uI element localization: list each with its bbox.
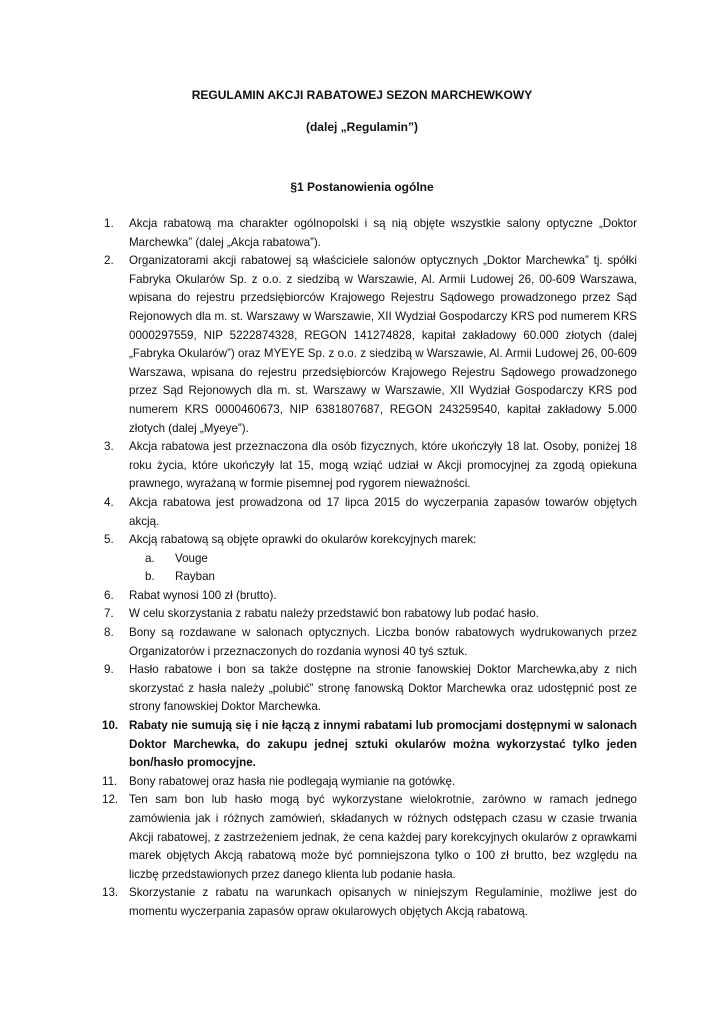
sublist-text: Rayban xyxy=(175,570,215,584)
item-text: Organizatorami akcji rabatowej są właściciele salonów optycznych „Doktor Marchewka” tj. spółki Fabryka Okularów Sp. z o.o. z siedzibą w Warszawie, Al. Armii Ludowej 26, 00-609 Warszawa, wpisana do rejestru przedsiębiorców Krajowego Rejestru Sądowego prowadzonego przez Sąd Rejonowych dla m. st. Warszawy w Warszawie, XII Wydział Gospodarczy KRS pod numerem KRS 0000297559, NIP 5222874328, REGON 141274828, kapitał zakładowy 60.000 złotych (dalej „Fabryka Okularów”) oraz MYEYE Sp. z o.o. z siedzibą w Warszawie, Al. Armii Ludowej 26, 00-609 Warszawa, wpisana do rejestru przedsiębiorców Krajowego Rejestru Sądowego prowadzonego przez Sąd Rejonowych dla m. st. Warszawy w Warszawie, XII Wydział Gospodarczy KRS pod numerem KRS 0000460673, NIP 6381807687, REGON 243259540, kapitał zakładowy 5.000 złotych (dalej „Myeye”). xyxy=(129,254,637,435)
item-text: Bony są rozdawane w salonach optycznych. Liczba bonów rabatowych wydrukowanych przez Organizatorów i przeznaczonych do rozdania wynosi 40 tyś sztuk. xyxy=(129,626,637,658)
item-text: Akcja rabatowa jest przeznaczona dla osób fizycznych, które ukończyły 18 lat. Osoby, poniżej 18 roku życia, które ukończyły lat 15, mogą wziąć udział w Akcji promocyjnej za zgodą opiekuna prawnego, wyrażaną w formie pisemnej pod rygorem nieważności. xyxy=(129,440,637,491)
item-text: W celu skorzystania z rabatu należy przedstawić bon rabatowy lub podać hasło. xyxy=(129,607,539,621)
item-number: 9. xyxy=(104,663,114,677)
list-item xyxy=(104,531,637,587)
item-number: 1. xyxy=(104,217,114,230)
item-number: 10. xyxy=(102,719,119,733)
list-item xyxy=(104,494,637,531)
list-item xyxy=(104,605,637,624)
sublist-letter: b. xyxy=(145,570,155,584)
sublist-item xyxy=(145,550,637,569)
item-text: Akcją rabatową są objęte oprawki do okularów korekcyjnych marek: xyxy=(129,533,477,547)
item-text: Skorzystanie z rabatu na warunkach opisanych w niniejszym Regulaminie, możliwe jest do momentu wyczerpania zapasów opraw okularowych objętych Akcją rabatową. xyxy=(129,886,637,918)
item-number: 8. xyxy=(104,626,114,640)
list-item xyxy=(104,661,637,717)
item-number: 4. xyxy=(104,495,114,509)
item-number: 2. xyxy=(104,254,114,268)
item-text: Rabaty nie sumują się i nie łączą z innymi rabatami lub promocjami dostępnymi w salonach Doktor Marchewka, do zakupu jednej sztuki okularów można wykorzystać tylko jeden bon/hasło promocyjne. xyxy=(129,719,637,770)
brand-sublist xyxy=(129,550,637,587)
item-number: 6. xyxy=(104,588,114,602)
list-item xyxy=(104,624,637,661)
item-number: 12. xyxy=(102,793,119,807)
item-number: 3. xyxy=(104,440,114,454)
list-item xyxy=(104,587,637,606)
item-number: 5. xyxy=(104,533,114,547)
list-item xyxy=(104,215,637,252)
list-item xyxy=(104,438,637,494)
item-text: Bony rabatowej oraz hasła nie podlegają wymianie na gotówkę. xyxy=(129,774,456,788)
item-text: Akcja rabatowa jest prowadzona od 17 lipca 2015 do wyczerpania zapasów towarów objętych akcją. xyxy=(129,495,637,528)
list-item xyxy=(102,717,637,773)
item-text: Akcja rabatową ma charakter ogólnopolski i są nią objęte wszystkie salony optyczne „Doktor Marchewka” (dalej „Akcja rabatowa”). xyxy=(129,217,637,249)
item-number: 13. xyxy=(102,886,119,900)
item-number: 11. xyxy=(102,774,118,788)
list-item xyxy=(104,252,637,438)
item-text: Rabat wynosi 100 zł (brutto). xyxy=(129,588,277,602)
document-title: REGULAMIN AKCJI RABATOWEJ SEZON MARCHEWKOWY xyxy=(191,88,533,102)
sublist-letter: a. xyxy=(145,551,155,565)
item-text: Ten sam bon lub hasło mogą być wykorzystane wielokrotnie, zarówno w ramach jednego zamówienia jak i różnych zamówień, składanych w różnych odstępach czasu w czasie trwania Akcji rabatowej, z zastrzeżeniem jednak, że cena każdej pary korekcyjnych okularów z oprawkami marek objętych Akcją rabatową może być pomniejszona tylko o 100 zł brutto, bez względu na liczbę przedstawionych przez danego klienta lub podanie hasła. xyxy=(129,793,637,881)
item-number: 7. xyxy=(104,607,114,621)
list-item xyxy=(102,773,637,792)
list-item xyxy=(102,884,637,921)
provisions-list xyxy=(102,215,637,922)
document-subtitle: (dalej „Regulamin”) xyxy=(305,120,418,134)
section-heading: §1 Postanowienia ogólne xyxy=(290,180,434,194)
sublist-item xyxy=(145,568,637,587)
item-text: Hasło rabatowe i bon sa także dostępne na stronie fanowskiej Doktor Marchewka,aby z nich skorzystać z hasła należy „polubić” stronę fanowską Doktor Marchewka oraz udostępnić post ze strony fanowskiej Doktor Marchewka. xyxy=(129,663,637,714)
sublist-text: Vouge xyxy=(175,551,208,565)
list-item xyxy=(102,791,637,884)
